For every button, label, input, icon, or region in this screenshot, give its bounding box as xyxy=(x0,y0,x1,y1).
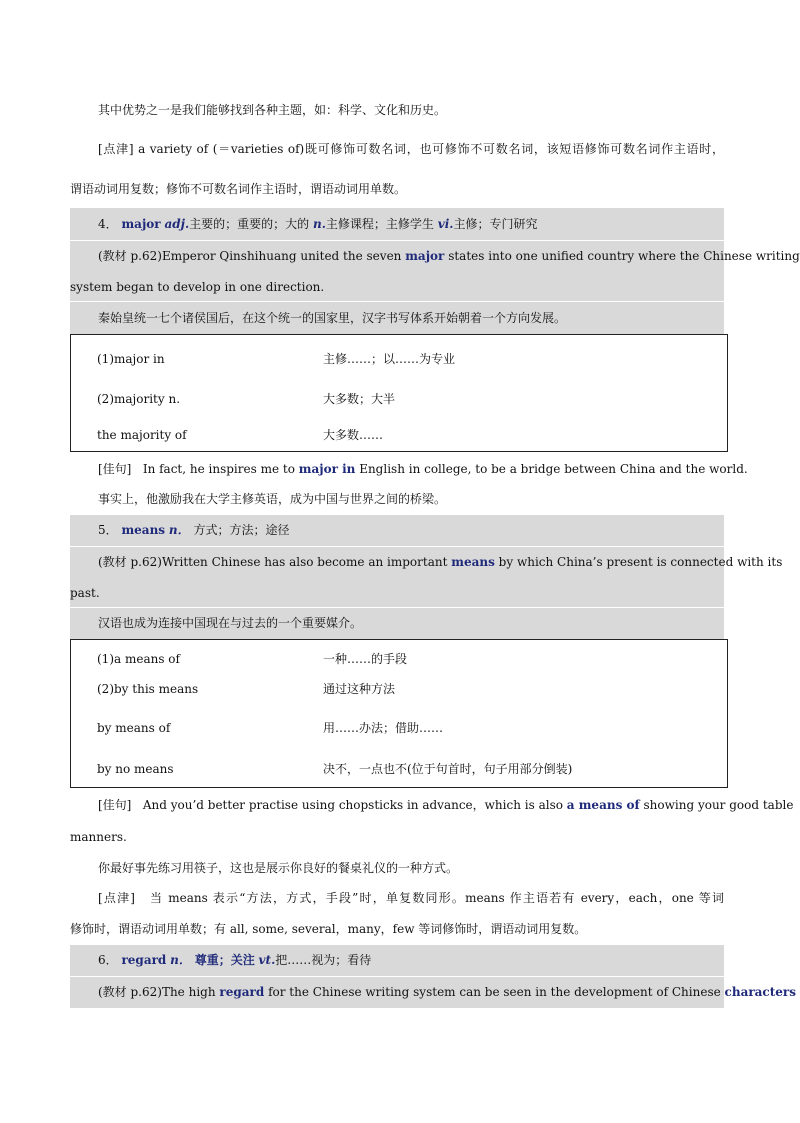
phrase-en: by no means xyxy=(97,762,174,776)
phrase-en: (2)by this means xyxy=(97,682,199,696)
example-text: (教材 p.62)The high xyxy=(98,985,216,999)
phrase-zh: 一种……的手段 xyxy=(323,652,408,666)
entry-word: regard xyxy=(121,953,167,967)
example-text: states into one unified country where the Chinese writing xyxy=(448,249,800,263)
entry-word: major xyxy=(121,217,161,231)
entry-pos: vi. xyxy=(437,217,454,231)
phrase-en: by means of xyxy=(97,721,171,735)
intro-note xyxy=(70,140,724,158)
phrase-zh: 主修……；以……为专业 xyxy=(323,352,456,366)
entry-def: 尊重；关注 xyxy=(194,953,255,967)
entry-def: 把……视为；看待 xyxy=(275,953,372,967)
entry-5-good-sentence-cont: manners. xyxy=(70,830,127,844)
entry-4-example-zh: 秦始皇统一七个诸侯国后，在这个统一的国家里，汉字书写体系开始朝着一个方向发展。 xyxy=(70,302,724,334)
phrase-en: (2)majority n. xyxy=(97,392,181,406)
note-tag: [点津] xyxy=(98,891,135,905)
example-keyword: characters xyxy=(724,985,796,999)
entry-5-note-cont: 修饰时，谓语动词用单数；有 all, some, several，many，few 等词修饰时，谓语动词用复数。 xyxy=(70,922,587,936)
entry-number: 6． xyxy=(98,953,118,967)
example-cont: past. xyxy=(70,586,100,600)
phrase-zh: 大多数…… xyxy=(323,428,384,442)
entry-6-header xyxy=(70,945,724,976)
jia-text: And you’d better practise using chopsticks in advance，which is also xyxy=(142,798,563,812)
jia-text: English in college, to be a bridge between China and the world. xyxy=(359,462,748,476)
jia-keyword: a means of xyxy=(566,798,640,812)
entry-pos: n． xyxy=(170,953,191,967)
example-keyword: regard xyxy=(219,985,265,999)
note-text: 当 means 表示“方法，方式，手段”时，单复数同形。means 作主语若有 every，each，one 等词 xyxy=(150,891,724,905)
entry-4-example xyxy=(70,241,800,301)
entry-4-good-sentence-zh: 事实上，他激励我在大学主修英语，成为中国与世界之间的桥梁。 xyxy=(98,492,447,506)
note-tag: [点津] xyxy=(98,142,134,156)
example-keyword: major xyxy=(405,249,445,263)
entry-5-phrase-box xyxy=(70,639,728,788)
entry-5-good-sentence-zh: 你最好事先练习用筷子，这也是展示你良好的餐桌礼仪的一种方式。 xyxy=(98,861,459,875)
example-text: (教材 p.62)Written Chinese has also become an important xyxy=(98,555,448,569)
intro-translation: 其中优势之一是我们能够找到各种主题，如：科学、文化和历史。 xyxy=(98,103,447,117)
jia-tag: [佳句] xyxy=(98,462,132,476)
jia-text: showing your good table xyxy=(643,798,794,812)
jia-keyword: major in xyxy=(298,462,356,476)
entry-def: 主修；专门研究 xyxy=(453,217,538,231)
entry-6-example xyxy=(70,977,796,1008)
phrase-zh: 决不，一点也不(位于句首时，句子用部分倒装) xyxy=(323,762,573,776)
entry-pos: adj. xyxy=(164,217,190,231)
entry-5-note xyxy=(70,889,724,907)
entry-5-example xyxy=(70,547,783,607)
entry-4-phrase-box xyxy=(70,334,728,452)
entry-4-header xyxy=(70,208,724,240)
entry-5-good-sentence xyxy=(70,796,794,814)
jia-text: In fact, he inspires me to xyxy=(142,462,295,476)
phrase-en: the majority of xyxy=(97,428,187,442)
example-text: for the Chinese writing system can be seen in the development of Chinese xyxy=(268,985,721,999)
phrase-en: (1)a means of xyxy=(97,652,180,666)
example-text: (教材 p.62)Emperor Qinshihuang united the seven xyxy=(98,249,402,263)
entry-def: 方式；方法；途径 xyxy=(193,523,290,537)
entry-number: 5． xyxy=(98,523,118,537)
phrase-zh: 用……办法；借助…… xyxy=(323,721,444,735)
jia-tag: [佳句] xyxy=(98,798,132,812)
example-cont: system began to develop in one direction. xyxy=(70,280,325,294)
phrase-zh: 大多数；大半 xyxy=(323,392,396,406)
entry-pos: n． xyxy=(168,523,190,537)
entry-pos: vt. xyxy=(258,953,276,967)
intro-note-cont: 谓语动词用复数；修饰不可数名词作主语时，谓语动词用单数。 xyxy=(70,182,407,196)
phrase-zh: 通过这种方法 xyxy=(323,682,396,696)
example-text: by which China’s present is connected with its xyxy=(498,555,783,569)
entry-number: 4． xyxy=(98,217,118,231)
entry-5-header xyxy=(70,515,724,546)
entry-word: means xyxy=(121,523,166,537)
entry-4-good-sentence xyxy=(70,460,748,478)
note-text: a variety of (＝varieties of)既可修饰可数名词，也可修饰不可数名词，该短语修饰可数名词作主语时， xyxy=(138,142,724,156)
entry-def: 主要的；重要的；大的 xyxy=(189,217,310,231)
phrase-en: (1)major in xyxy=(97,352,165,366)
entry-5-example-zh: 汉语也成为连接中国现在与过去的一个重要媒介。 xyxy=(70,608,724,639)
entry-pos: n. xyxy=(312,217,326,231)
example-keyword: means xyxy=(451,555,495,569)
entry-def: 主修课程；主修学生 xyxy=(325,217,434,231)
